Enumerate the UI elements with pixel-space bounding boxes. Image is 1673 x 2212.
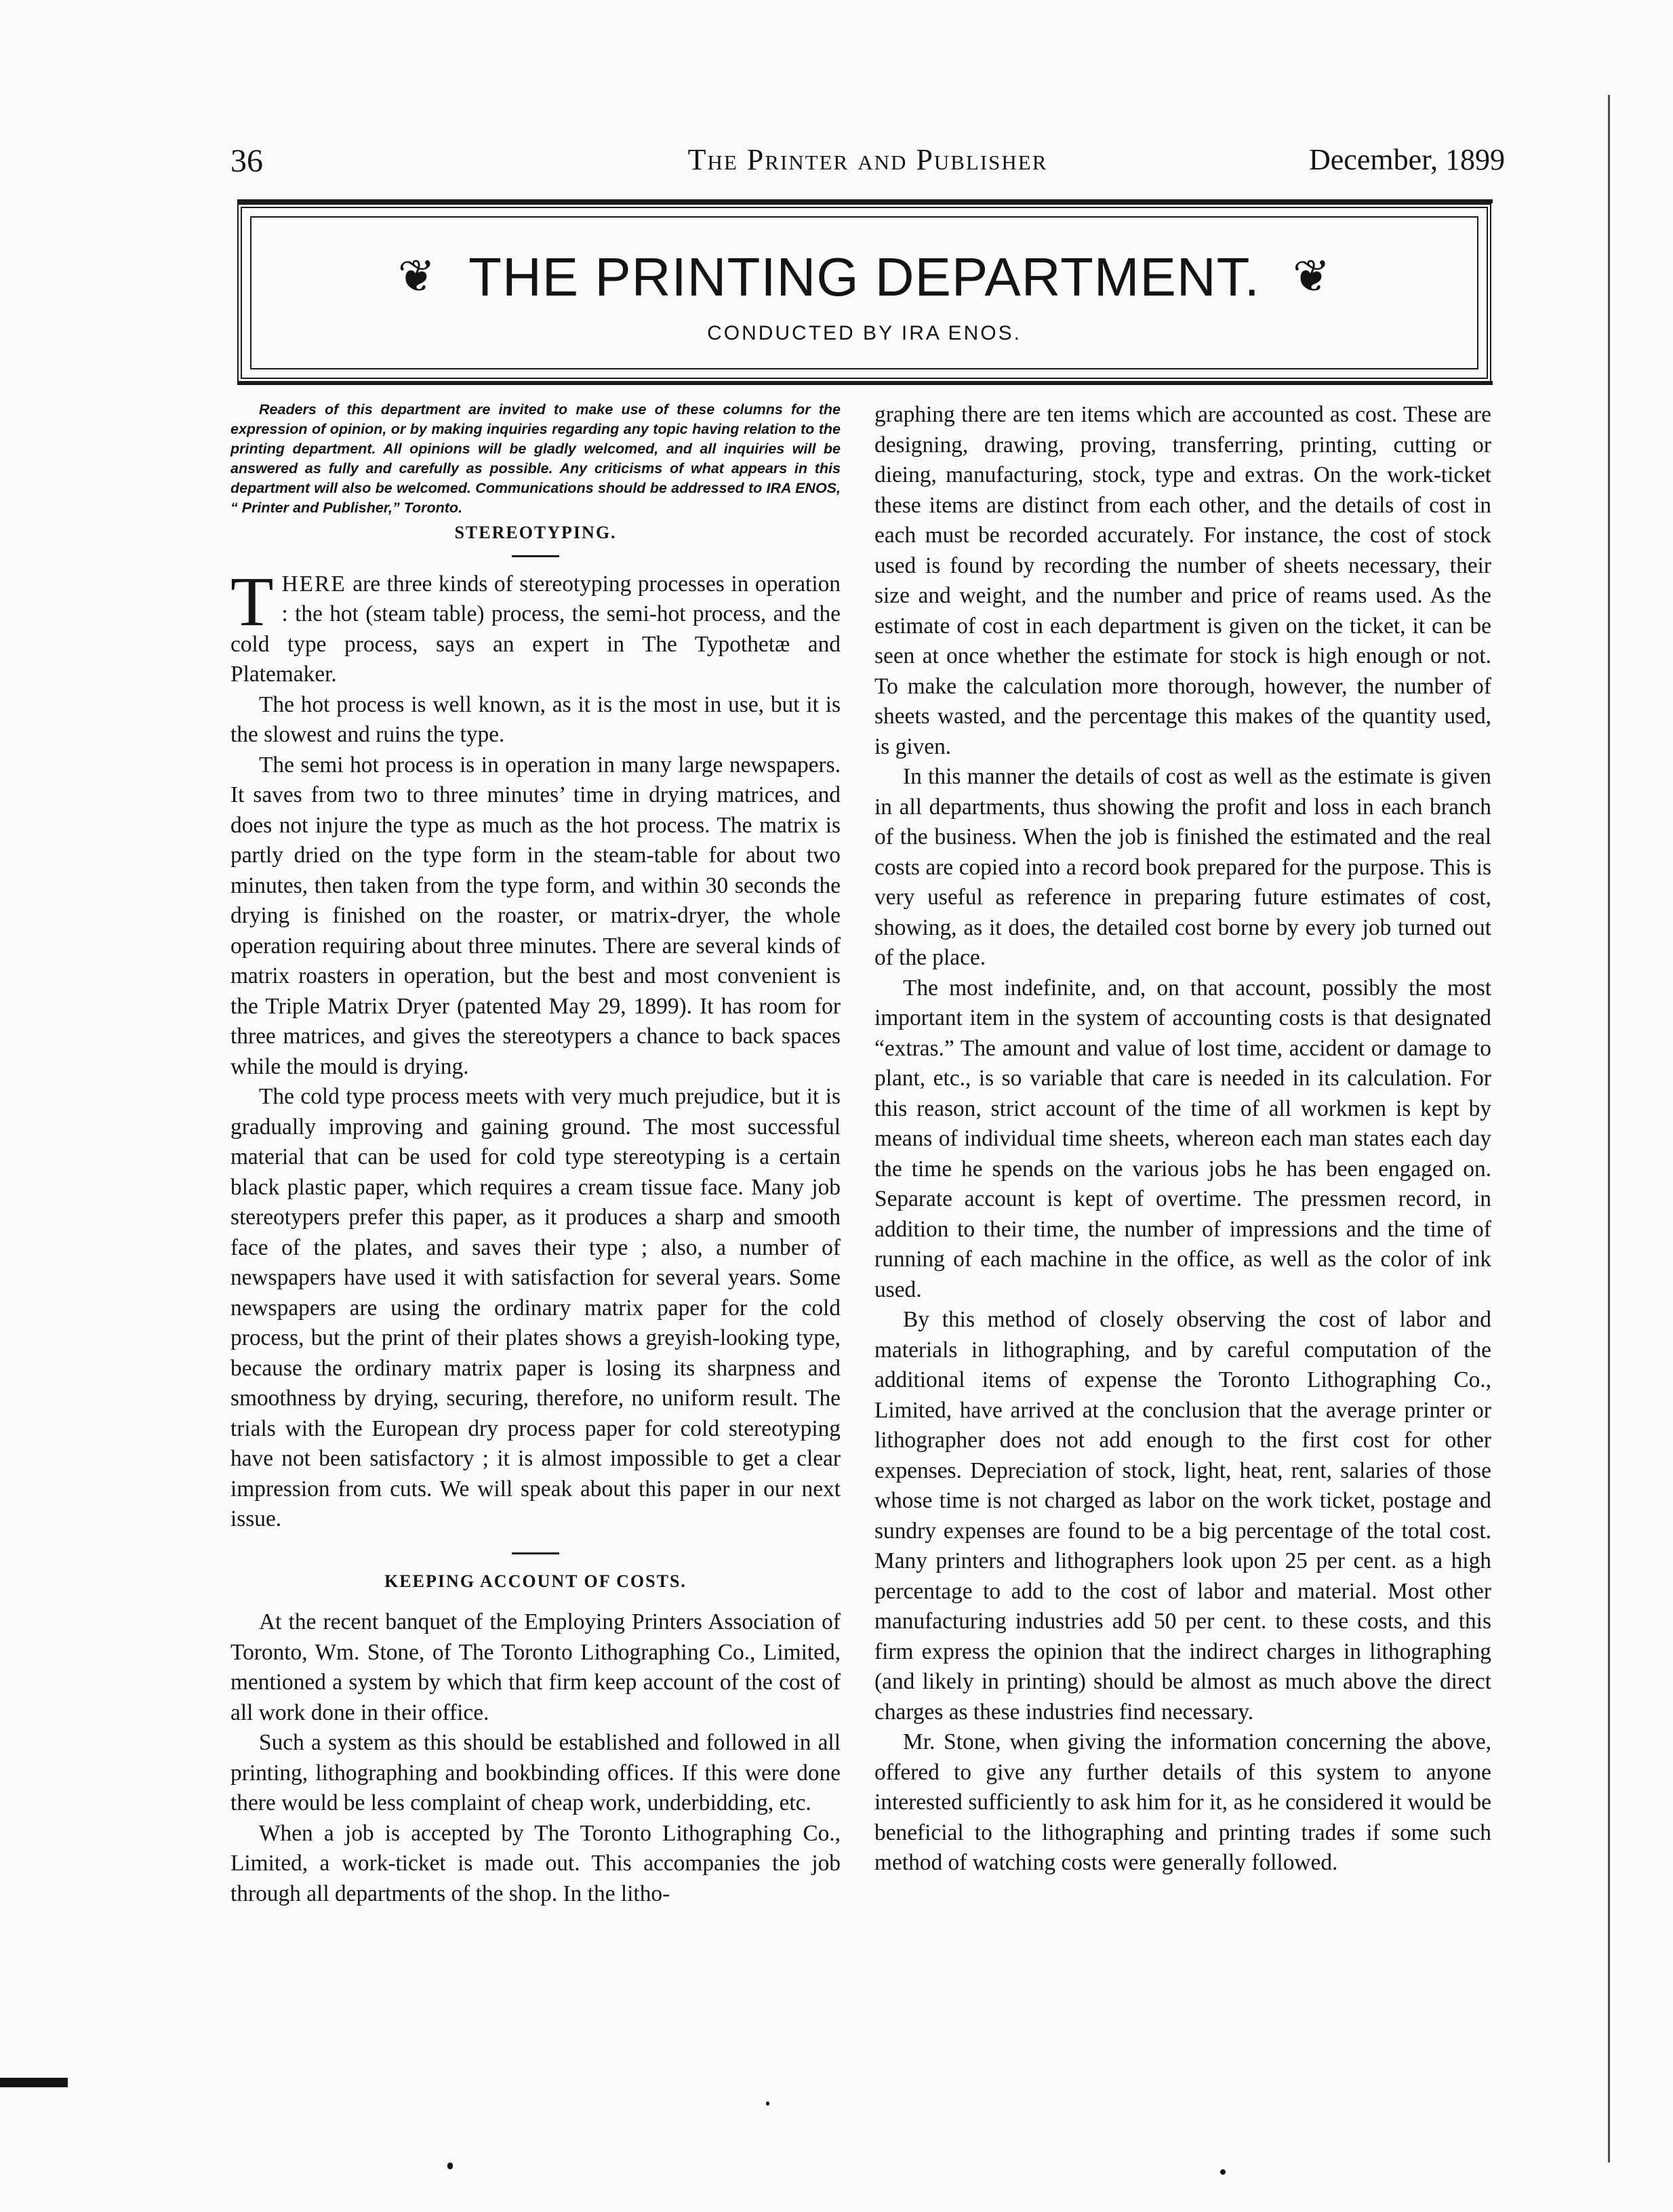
costs-paragraph: Mr. Stone, when giving the information concerning the above, offered to give any further details of this system to anyone interested sufficiently to ask him for it, as he considered it would be beneficial to the lithographing and printing trades if some such method of watching costs were generally followed. xyxy=(874,1729,1491,1875)
department-conductor: CONDUCTED BY IRA ENOS. xyxy=(707,322,1022,344)
costs-paragraph-continued: graphing there are ten items which are accounted as cost. These are designing, drawing, proving, transferring, printing, cutting or dieing, manufacturing, stock, type and extras. On the work-ticket these items are distinct from each other, and the details of cost in each must be recorded accurately. For instance, the cost of stock used is found by recording the number of sheets necessary, their size and weight, and the number and price of reams used. As the estimate of cost in each department is given on the ticket, it can be seen at once whether the estimate for stock is high enough or not. To make the calculation more thorough, however, the number of sheets wasted, and the percentage this makes of the quantity used, is given. xyxy=(874,402,1491,759)
stereotyping-paragraph: The hot process is well known, as it is the most in use, but it is the slowest and ruins the type. xyxy=(230,691,841,747)
department-title xyxy=(242,246,1487,308)
page-edge-line xyxy=(1608,95,1610,2163)
left-ornament-icon: ❦ xyxy=(397,251,437,301)
scan-edge-mark xyxy=(0,2078,68,2087)
stereotyping-heading: STEREOTYPING. xyxy=(454,523,617,542)
scan-speck xyxy=(766,2102,769,2106)
costs-paragraph: In this manner the details of cost as well as the estimate is given in all departments, thus showing the profit and loss in each branch of the business. When the job is finished the estimated and the real costs are copied into a record book prepared for the purpose. This is very useful as reference in preparing future estimates of cost, showing, as it does, the detailed cost borne by every job turned out of the place. xyxy=(874,764,1491,970)
stereotyping-paragraph: The cold type process meets with very much prejudice, but it is gradually improving and gaining ground. The most successful material that can be used for cold type stereotyping is a certain black plastic paper, which requires a cream tissue face. Many job stereotypers prefer this paper, as it produces a sharp and smooth face of the plates, and saves their type ; also, a number of newspapers have used it with satisfaction for several years. Some newspapers are using the ordinary matrix paper for the cold process, but the print of their plates shows a greyish-looking type, because the ordinary matrix paper is losing its sharpness and smoothness by drying, securing, therefore, no uniform result. The trials with the European dry process paper for cold stereotyping have not been satisfactory ; it is almost impossible to get a clear impression from cuts. We will speak about this paper in our next issue. xyxy=(230,1084,841,1531)
costs-paragraph: At the recent banquet of the Employing Printers Association of Toronto, Wm. Stone, of The Toronto Lithographing Co., Limited, mentioned a system by which that firm keep account of the cost of all work done in their office. xyxy=(230,1609,841,1725)
scan-speck xyxy=(1220,2169,1226,2175)
section-divider xyxy=(512,1552,559,1554)
left-column xyxy=(230,400,841,1909)
scan-speck xyxy=(447,2163,453,2169)
right-ornament-icon: ❦ xyxy=(1292,251,1331,301)
editor-note: Readers of this department are invited to make use of these columns for the expression of opinion, or by making inquiries regarding any topic having relation to the printing department. All opinions will be gladly welcomed, and all inquiries will be answered as fully and carefully as possible. Any criticisms of what appears in this department will also be welcomed. Communications should be addressed to IRA ENOS, “ Printer and Publisher,” Toronto. xyxy=(230,401,841,516)
department-banner xyxy=(237,203,1491,382)
drop-cap: T xyxy=(230,562,274,641)
department-title-text: THE PRINTING DEPARTMENT. xyxy=(468,247,1260,307)
costs-paragraph: When a job is accepted by The Toronto Lithographing Co., Limited, a work-ticket is made out. This accompanies the job through all departments of the shop. In the litho- xyxy=(230,1820,841,1906)
costs-paragraph: Such a system as this should be established and followed in all printing, lithographing and bookbinding offices. If this were done there would be less complaint of cheap work, underbidding, etc. xyxy=(230,1730,841,1815)
banner-bottom-rule xyxy=(237,381,1493,385)
issue-date: December, 1899 xyxy=(1308,143,1505,176)
heading-rule xyxy=(512,555,559,557)
stereotyping-paragraph: The semi hot process is in operation in many large newspapers. It saves from two to three minutes’ time in drying matrices, and does not injure the type as much as the hot process. The matrix is partly dried on the type form in the steam-table for about two minutes, then taken from the type form, and within 30 seconds the drying is finished on the roaster, or matrix-dryer, the whole operation requiring about three minutes. There are several kinds of matrix roasters in operation, but the best and most convenient is the Triple Matrix Dryer (patented May 29, 1899). It has room for three matrices, and gives the stereotypers a chance to back spaces while the mould is drying. xyxy=(230,752,841,1079)
page-number: 36 xyxy=(230,143,263,179)
paragraph-text: are three kinds of stereotyping processes in operation : the hot (steam table) process, the semi-hot process, and the cold type process, says an expert in The Typothetæ and Platemaker. xyxy=(230,571,841,687)
right-column xyxy=(874,400,1491,1878)
running-head xyxy=(230,142,1505,197)
costs-paragraph: By this method of closely observing the cost of labor and materials in lithographing, and by careful computation of the additional items of expense the Toronto Lithographing Co., Limited, have arrived at the conclusion that the average printer or lithographer does not add enough to the first cost for other expenses. Depreciation of stock, light, heat, rent, salaries of those whose time is not charged as labor on the work ticket, postage and sundry expenses are found to be a big percentage of the total cost. Many printers and lithographers look upon 25 per cent. as a high percentage to add to the cost of labor and material. Most other manufacturing industries add 50 per cent. to these costs, and this firm express the opinion that the indirect charges in lithographing (and likely in printing) should be almost as much above the direct charges as these industries find necessary. xyxy=(874,1307,1491,1725)
opening-word: HERE xyxy=(281,571,346,597)
costs-paragraph: The most indefinite, and, on that account, possibly the most important item in the system of accounting costs is that designated “extras.” The amount and value of lost time, accident or damage to plant, etc., is so variable that care is needed in its calculation. For this reason, strict account of the time of all workmen is kept by means of individual time sheets, whereon each man states each day the time he spends on the various jobs he has been engaged on. Separate account is kept of overtime. The pressmen record, in addition to their time, the number of impressions and the time of running of each machine in the office, as well as the color of ink used. xyxy=(874,975,1491,1302)
costs-heading: KEEPING ACCOUNT OF COSTS. xyxy=(384,1571,687,1591)
journal-title: The Printer and Publisher xyxy=(687,143,1048,176)
stereotyping-paragraph xyxy=(230,562,841,690)
